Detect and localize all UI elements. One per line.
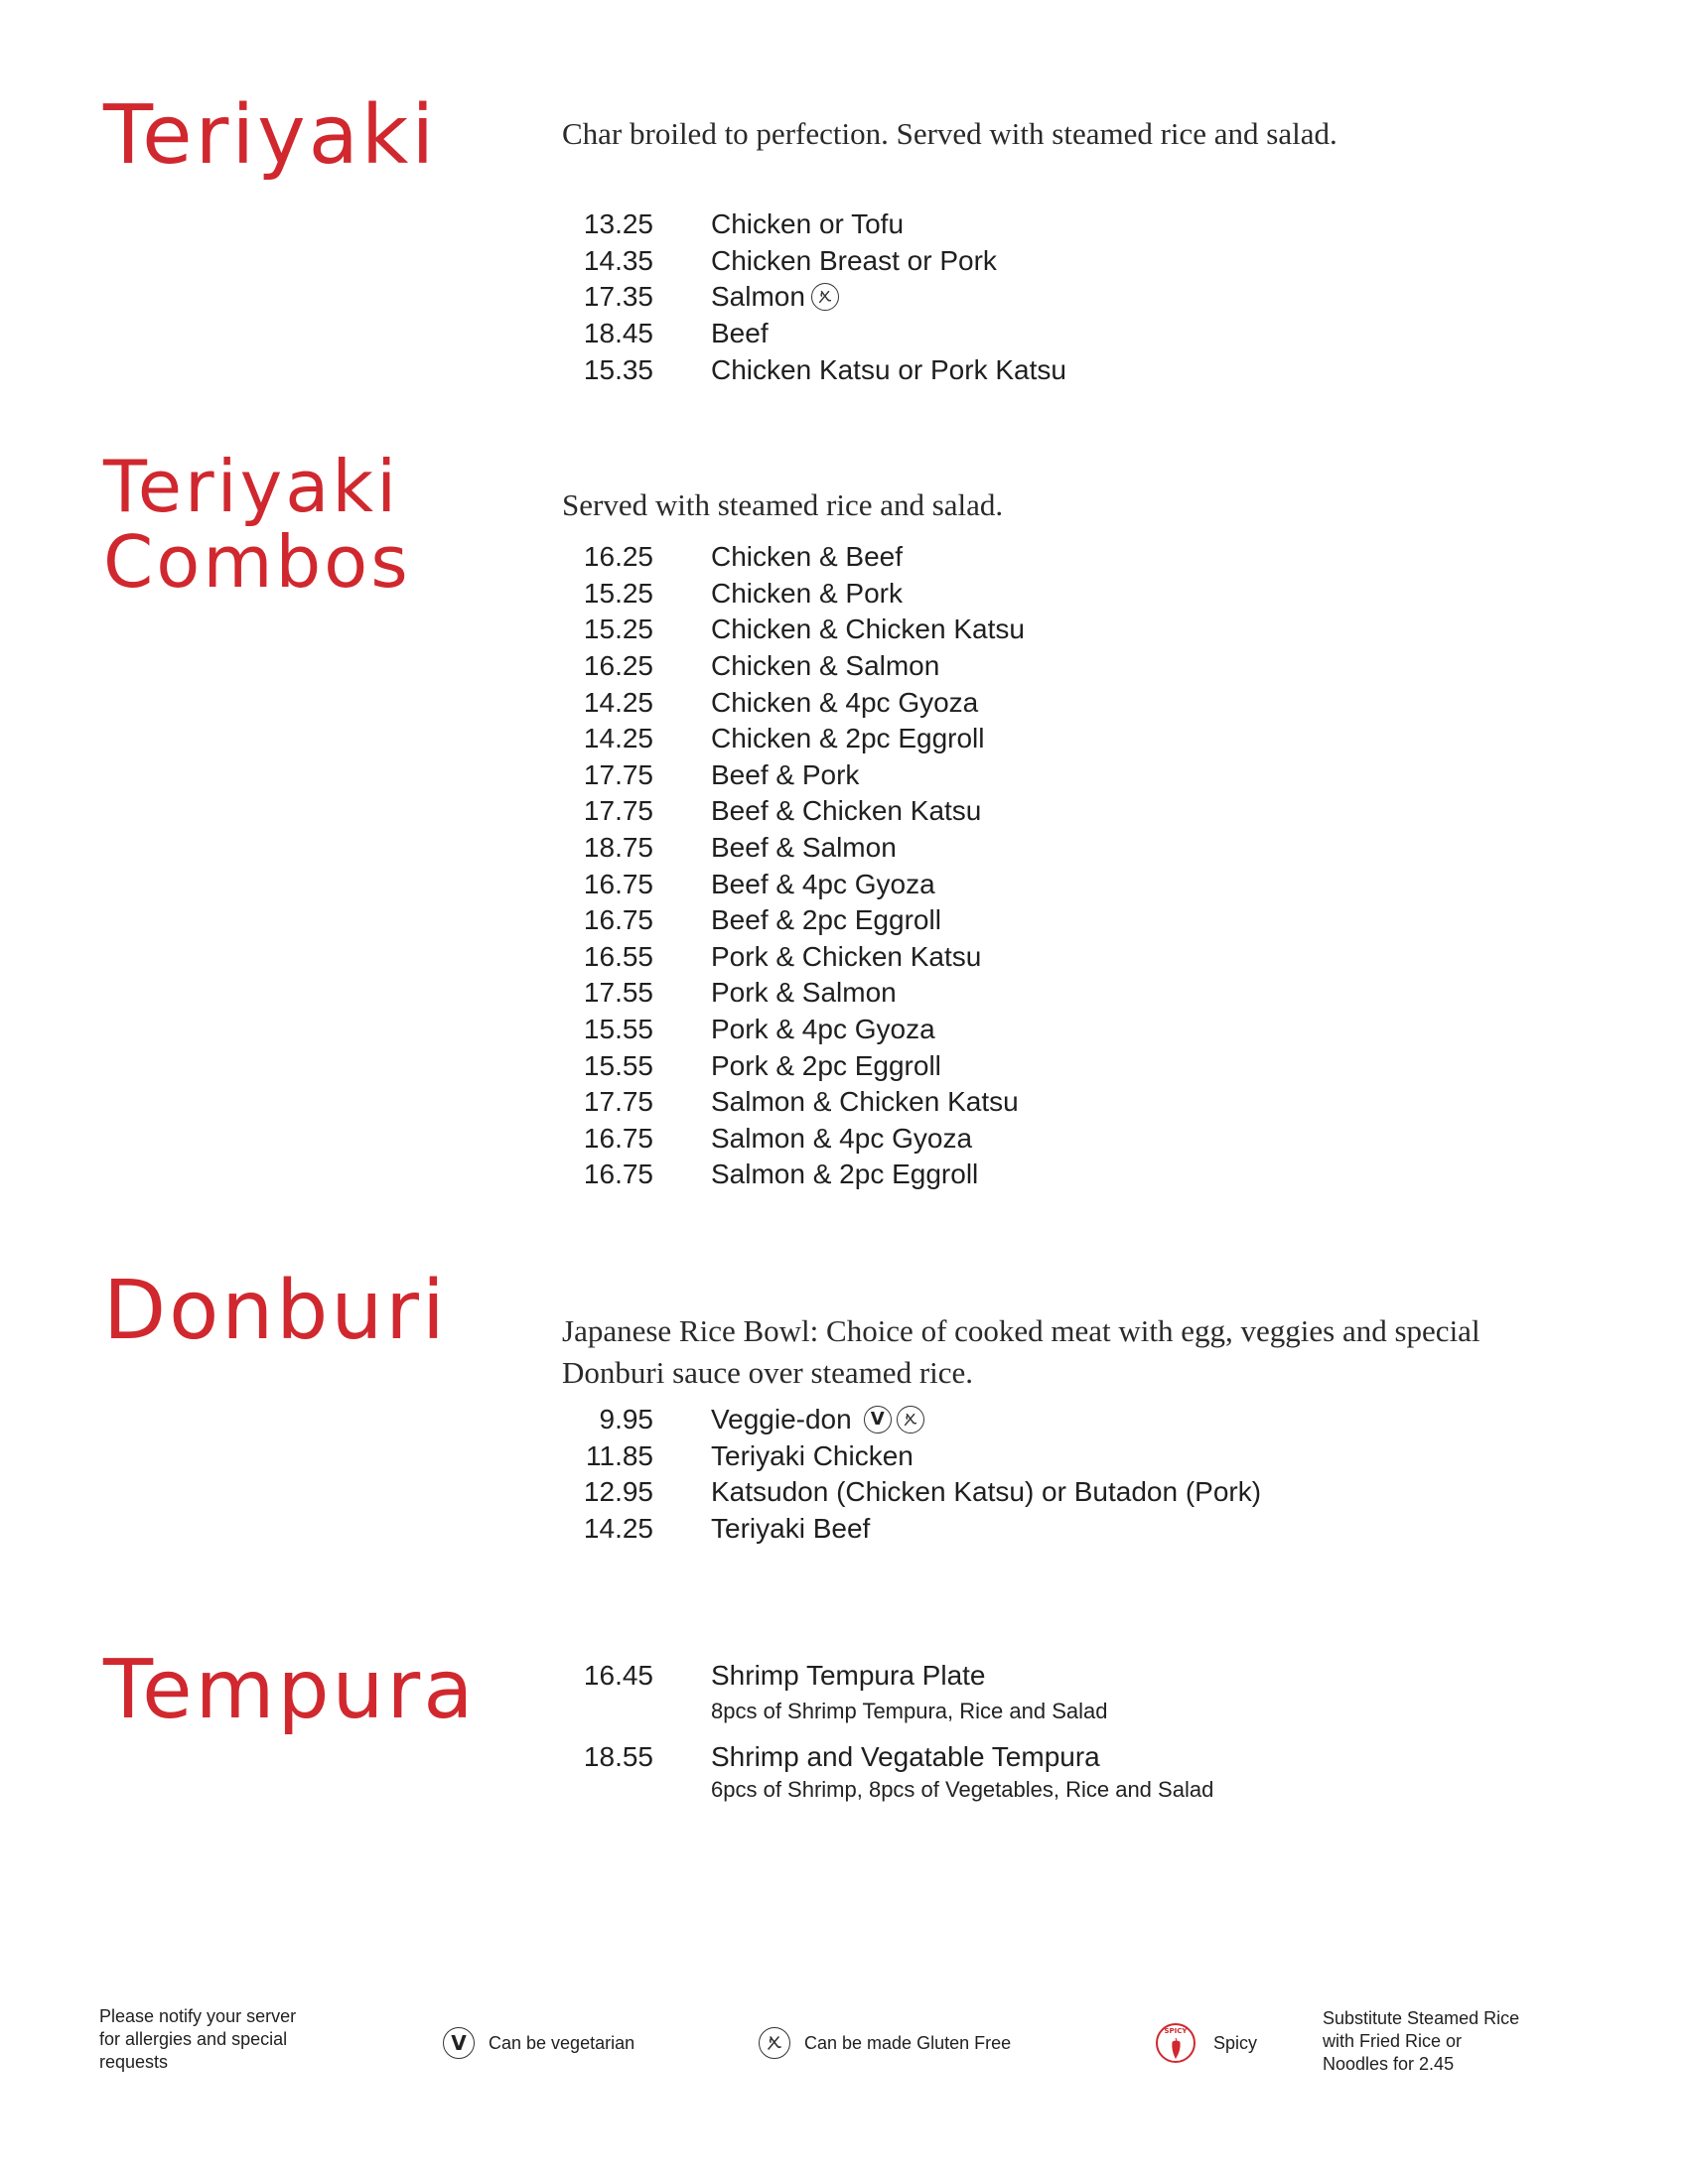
item-name: Salmon & 2pc Eggroll [711, 1159, 979, 1190]
item-price: 18.45 [583, 318, 653, 349]
item-name: Chicken & Beef [711, 541, 903, 573]
item-name: Beef & Salmon [711, 832, 897, 864]
teriyaki-heading: Teriyaki [103, 88, 438, 183]
vegetarian-icon: V [443, 2027, 475, 2059]
item-name: Chicken & 2pc Eggroll [711, 723, 985, 754]
menu-item [562, 206, 1555, 243]
item-name: Veggie-don [711, 1404, 852, 1435]
item-price: 16.45 [583, 1660, 653, 1691]
item-name: Katsudon (Chicken Katsu) or Butadon (Pork) [711, 1476, 1262, 1508]
menu-item [562, 793, 1555, 830]
vegetarian-icon: V [864, 1406, 892, 1433]
item-name: Chicken & Salmon [711, 650, 940, 682]
tempura-heading: Tempura [103, 1643, 477, 1737]
menu-item [562, 939, 1555, 976]
item-price: 16.75 [583, 1159, 653, 1190]
menu-item [562, 1402, 1555, 1438]
item-price: 17.75 [583, 795, 653, 827]
menu-item [562, 648, 1555, 685]
combos-heading-line2: Combos [103, 520, 411, 604]
item-price: 12.95 [583, 1476, 653, 1508]
gluten-free-label: Can be made Gluten Free [804, 2032, 1012, 2053]
menu-item [562, 1121, 1555, 1158]
combos-items [562, 539, 1555, 1193]
item-name: Salmon & 4pc Gyoza [711, 1122, 973, 1154]
donburi-description: Japanese Rice Bowl: Choice of cooked meat with egg, veggies and special Donburi sauce over steamed rice. [562, 1313, 1480, 1390]
menu-item [562, 1084, 1555, 1121]
item-price: 11.85 [586, 1439, 653, 1471]
menu-item [562, 902, 1555, 939]
allergy-notice: Please notify your server for allergies and special requests [99, 2006, 297, 2072]
item-price: 15.55 [583, 1049, 653, 1081]
pepper-icon [1168, 2036, 1185, 2060]
item-price: 16.75 [583, 868, 653, 899]
donburi-items [562, 1402, 1555, 1547]
vegetarian-label: Can be vegetarian [489, 2032, 635, 2053]
item-name: Shrimp Tempura Plate [711, 1660, 986, 1691]
item-row [562, 1658, 1555, 1694]
item-name: Beef & 4pc Gyoza [711, 868, 935, 899]
item-price: 16.25 [583, 541, 653, 573]
item-name: Pork & 2pc Eggroll [711, 1049, 941, 1081]
donburi-heading: Donburi [103, 1264, 448, 1358]
spicy-icon-text: SPICY [1164, 2027, 1188, 2035]
item-price: 14.25 [583, 723, 653, 754]
item-price: 17.35 [583, 281, 653, 313]
menu-item [562, 1474, 1555, 1511]
spicy-pepper-icon [1156, 2023, 1196, 2063]
item-name: Beef [711, 318, 769, 349]
menu-item [562, 351, 1555, 388]
menu-item [562, 279, 1555, 316]
item-name: Salmon [711, 281, 805, 313]
item-name: Pork & Chicken Katsu [711, 940, 982, 972]
item-price: 17.75 [583, 758, 653, 790]
item-name: Shrimp and Vegatable Tempura [711, 1741, 1100, 1772]
item-name: Salmon & Chicken Katsu [711, 1086, 1019, 1118]
item-row [562, 1739, 1555, 1775]
item-name-with-badge [711, 1404, 924, 1435]
spicy-label: Spicy [1213, 2032, 1258, 2053]
menu-item [562, 1157, 1555, 1193]
item-name: Chicken & Pork [711, 577, 903, 609]
menu-item [562, 243, 1555, 280]
menu-item [562, 1438, 1555, 1475]
item-price: 14.35 [583, 244, 653, 276]
footer-legend [0, 2005, 1688, 2095]
menu-item [562, 757, 1555, 794]
teriyaki-description: Char broiled to perfection. Served with steamed rice and salad. [562, 116, 1337, 151]
item-price: 15.55 [583, 1014, 653, 1045]
item-price: 15.25 [583, 577, 653, 609]
item-name: Chicken or Tofu [711, 208, 905, 240]
item-price: 16.75 [583, 904, 653, 936]
menu-item [562, 830, 1555, 867]
menu-item [562, 1047, 1555, 1084]
teriyaki-items [562, 206, 1555, 388]
item-price: 18.55 [583, 1741, 653, 1772]
menu-item [562, 316, 1555, 352]
combos-description: Served with steamed rice and salad. [562, 487, 1004, 522]
substitute-note: Substitute Steamed Rice with Fried Rice or Noodles for 2.45 [1323, 2008, 1520, 2074]
menu-item [562, 612, 1555, 648]
item-price: 16.75 [583, 1122, 653, 1154]
gluten-free-icon [811, 283, 839, 311]
menu-item [562, 684, 1555, 721]
item-name: Chicken & Chicken Katsu [711, 614, 1025, 645]
item-name: Beef & Chicken Katsu [711, 795, 982, 827]
item-name: Pork & 4pc Gyoza [711, 1014, 935, 1045]
legend-gluten-free [759, 2027, 1011, 2059]
item-price: 16.25 [583, 650, 653, 682]
menu-item [562, 539, 1555, 576]
menu-item [562, 1511, 1555, 1548]
item-name: Teriyaki Chicken [711, 1439, 914, 1471]
legend-spicy [1156, 2023, 1257, 2063]
item-price: 15.35 [583, 353, 653, 385]
item-name: Beef & Pork [711, 758, 860, 790]
item-name-with-badge [711, 281, 839, 313]
item-price: 13.25 [583, 208, 653, 240]
combos-heading-line1: Teriyaki [103, 445, 400, 528]
menu-item [562, 576, 1555, 613]
item-price: 9.95 [599, 1404, 653, 1435]
item-price: 15.25 [583, 614, 653, 645]
item-name: Chicken Breast or Pork [711, 244, 997, 276]
item-price: 17.55 [583, 977, 653, 1009]
item-price: 16.55 [583, 940, 653, 972]
menu-item [562, 866, 1555, 902]
menu-item [562, 1658, 1555, 1726]
item-detail: 8pcs of Shrimp Tempura, Rice and Salad [711, 1699, 1108, 1723]
item-price: 17.75 [583, 1086, 653, 1118]
item-detail: 6pcs of Shrimp, 8pcs of Vegetables, Rice and Salad [711, 1777, 1214, 1802]
item-name: Pork & Salmon [711, 977, 897, 1009]
menu-item [562, 1012, 1555, 1048]
item-price: 14.25 [583, 1513, 653, 1545]
legend-vegetarian [443, 2027, 634, 2059]
menu-item [562, 721, 1555, 757]
item-price: 14.25 [583, 686, 653, 718]
menu-item [562, 975, 1555, 1012]
item-name: Chicken Katsu or Pork Katsu [711, 353, 1066, 385]
gluten-free-icon [759, 2027, 790, 2059]
combos-heading [103, 445, 411, 604]
gluten-free-icon [897, 1406, 924, 1433]
menu-item [562, 1739, 1555, 1805]
item-name: Chicken & 4pc Gyoza [711, 686, 979, 718]
item-price: 18.75 [583, 832, 653, 864]
item-name: Teriyaki Beef [711, 1513, 871, 1545]
item-name: Beef & 2pc Eggroll [711, 904, 941, 936]
